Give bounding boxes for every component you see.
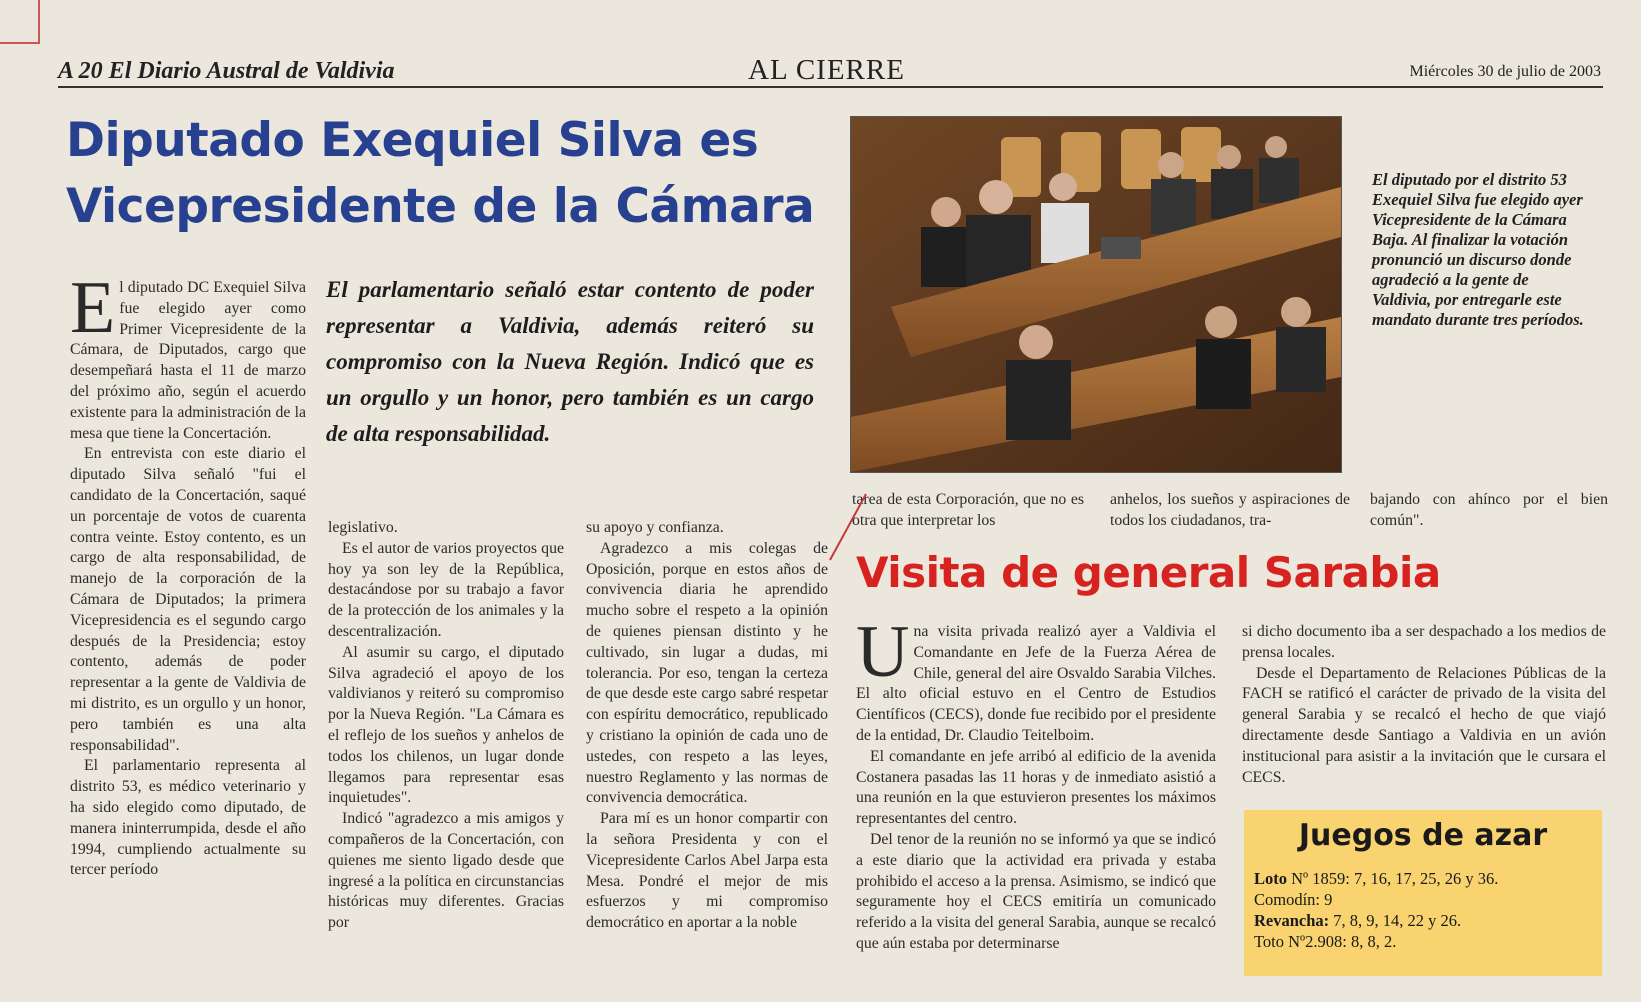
column-paragraph: Indicó "agradezco a mis amigos y compañeros de la Concertación, con quienes me siento ligado desde que ingresé a la política en circunstancias históricas muy diferentes. Gracias por — [328, 810, 564, 932]
article-column-2 — [328, 518, 564, 934]
revancha-result: Revancha: 7, 8, 9, 14, 22 y 26. — [1254, 911, 1462, 930]
header-rule — [58, 86, 1603, 88]
column-paragraph: Al asumir su cargo, el diputado Silva agradeció el apoyo de los valdivianos y reiteró su compromiso por la Nueva Región. "La Cámara es el reflejo de los sueños y anhelos de todos los chilenos, un lugar donde llegamos para representar esas inquietudes". — [328, 643, 564, 807]
column-paragraph: anhelos, los sueños y aspiraciones de todos los ciudadanos, tra- — [1110, 491, 1350, 529]
column-paragraph: El comandante en jefe arribó al edificio de la avenida Costanera pasadas las 11 horas y de inmediato asistió a una reunión en la que estuvieron presentes los máximos representantes del centro. — [856, 747, 1216, 828]
chamber-photo-illustration — [851, 117, 1341, 472]
article-column-4 — [852, 490, 1084, 532]
comodin-result: Comodín: 9 — [1254, 890, 1333, 909]
article2-column-2 — [1242, 622, 1606, 788]
article2-headline: Visita de general Sarabia — [856, 548, 1441, 597]
column-paragraph: En entrevista con este diario el diputado Silva señaló "fui el candidato de la Concertación, saqué un porcentaje de votos de cuarenta contra veinte. Estoy contento, es un cargo de alta responsabilidad, de manejo de la corporación de la Cámara de Diputados; la primera Vicepresidencia es el segundo cargo después de la Presidencia; estoy contento, además de poder representar a la gente de Valdivia de mi distrito, es un orgullo y un honor, pero también es una alta responsabilidad". — [70, 445, 306, 754]
headline-line-2: Vicepresidente de la Cámara — [66, 179, 815, 234]
column-paragraph: Del tenor de la reunión no se informó ya que se indicó a este diario que la actividad era privada y estaba prohibido el acceso a la prensa. Asimismo, se indicó que seguramente hoy el CECS emitiría un comunicado referido a la visita del general Sarabia, aunque se recalcó que aún estaba por determinarse — [856, 830, 1216, 952]
column-paragraph: Agradezco a mis colegas de Oposición, porque en estos años de convivencia diaria he aprendido mucho sobre el respeto a la opinión de quienes piensan distinto y he cultivado, sin lugar a dudas, mi tolerancia. Por eso, tengan la certeza de que desde este cargo sabré respetar con espíritu democrático, republicado y cristiano la opinión de cada uno de ustedes, con respeto a las leyes, nuestro Reglamento y las normas de convivencia democrática. — [586, 539, 828, 807]
article-column-6 — [1370, 490, 1608, 532]
column-paragraph: bajando con ahínco por el bien común". — [1370, 491, 1608, 529]
article-headline — [66, 108, 846, 240]
column-paragraph: Desde el Departamento de Relaciones Públicas de la FACH se ratificó el carácter de privado de la visita del general Sarabia y se recalcó el hecho de que viajó directamente desde Santiago a Valdivia en un avión institucional para asistir a la invitación que le cursara el CECS. — [1242, 664, 1606, 786]
article2-column-1 — [856, 611, 1216, 955]
lottery-box-body — [1254, 868, 1599, 952]
article-column-1 — [70, 267, 306, 881]
headline-line-1: Diputado Exequiel Silva es — [66, 113, 759, 168]
section-name: AL CIERRE — [748, 54, 905, 86]
photo-caption: El diputado por el distrito 53 Exequiel Silva fue elegido ayer Vicepresidente de la Cámara Baja. Al finalizar la votación pronunció un discurso donde agradeció a la gente de Valdivia, por entregarle este mandato durante tres períodos. — [1372, 170, 1584, 329]
column-paragraph: tarea de esta Corporación, que no es otra que interpretar los — [852, 491, 1084, 529]
column-paragraph: El diputado DC Exequiel Silva fue elegido ayer como Primer Vicepresidente de la Cámara, de Diputados, cargo que desempeñará hasta el 11 de marzo del próximo año, según el acuerdo existente para la administración de la mesa que tiene la Concertación. — [70, 267, 306, 442]
drop-cap: E — [70, 267, 116, 349]
lottery-box-title: Juegos de azar — [1298, 818, 1548, 853]
column-paragraph: legislativo. — [328, 519, 398, 536]
chamber-photo — [850, 116, 1342, 473]
drop-cap: U — [856, 611, 910, 693]
issue-date: Miércoles 30 de julio de 2003 — [1409, 63, 1601, 80]
article-column-5 — [1110, 490, 1350, 532]
lottery-results-box — [1244, 810, 1602, 976]
page-corner-mark — [0, 0, 40, 44]
column-paragraph: El parlamentario representa al distrito 53, es médico veterinario y ha sido elegido como diputado, de manera ininterrumpida, desde el año 1994, cumpliendo actualmente su tercer período — [70, 757, 306, 879]
article-lede: El parlamentario señaló estar contento de poder representar a Valdivia, además reiteró su compromiso con la Nueva Región. Indicó que es un orgullo y un honor, pero también es un cargo de alta responsabilidad. — [326, 277, 814, 446]
column-paragraph: Para mí es un honor compartir con la señora Presidenta y con el Vicepresidente Carlos Abel Jarpa esta Mesa. Pondré el mejor de mis esfuerzos y mi compromiso democrático en aportar a la noble — [586, 810, 828, 932]
article-column-3 — [586, 518, 828, 934]
page-and-paper-name: A 20 El Diario Austral de Valdivia — [58, 58, 395, 84]
column-paragraph: Es el autor de varios proyectos que hoy ya son ley de la República, destacándose por su trabajo a favor de la protección de los animales y la descentralización. — [328, 539, 564, 640]
column-paragraph: Una visita privada realizó ayer a Valdivia el Comandante en Jefe de la Fuerza Aérea de Chile, general del aire Osvaldo Sarabia Vilches. El alto oficial estuvo en el Centro de Estudios Científicos (CECS), donde fue recibido por el presidente de la entidad, Dr. Claudio Teitelboim. — [856, 611, 1216, 744]
loto-result: Loto Nº 1859: 7, 16, 17, 25, 26 y 36. — [1254, 869, 1499, 888]
column-paragraph: si dicho documento iba a ser despachado a los medios de prensa locales. — [1242, 623, 1606, 661]
toto-result: Toto Nº2.908: 8, 8, 2. — [1254, 932, 1397, 951]
column-paragraph: su apoyo y confianza. — [586, 519, 724, 536]
